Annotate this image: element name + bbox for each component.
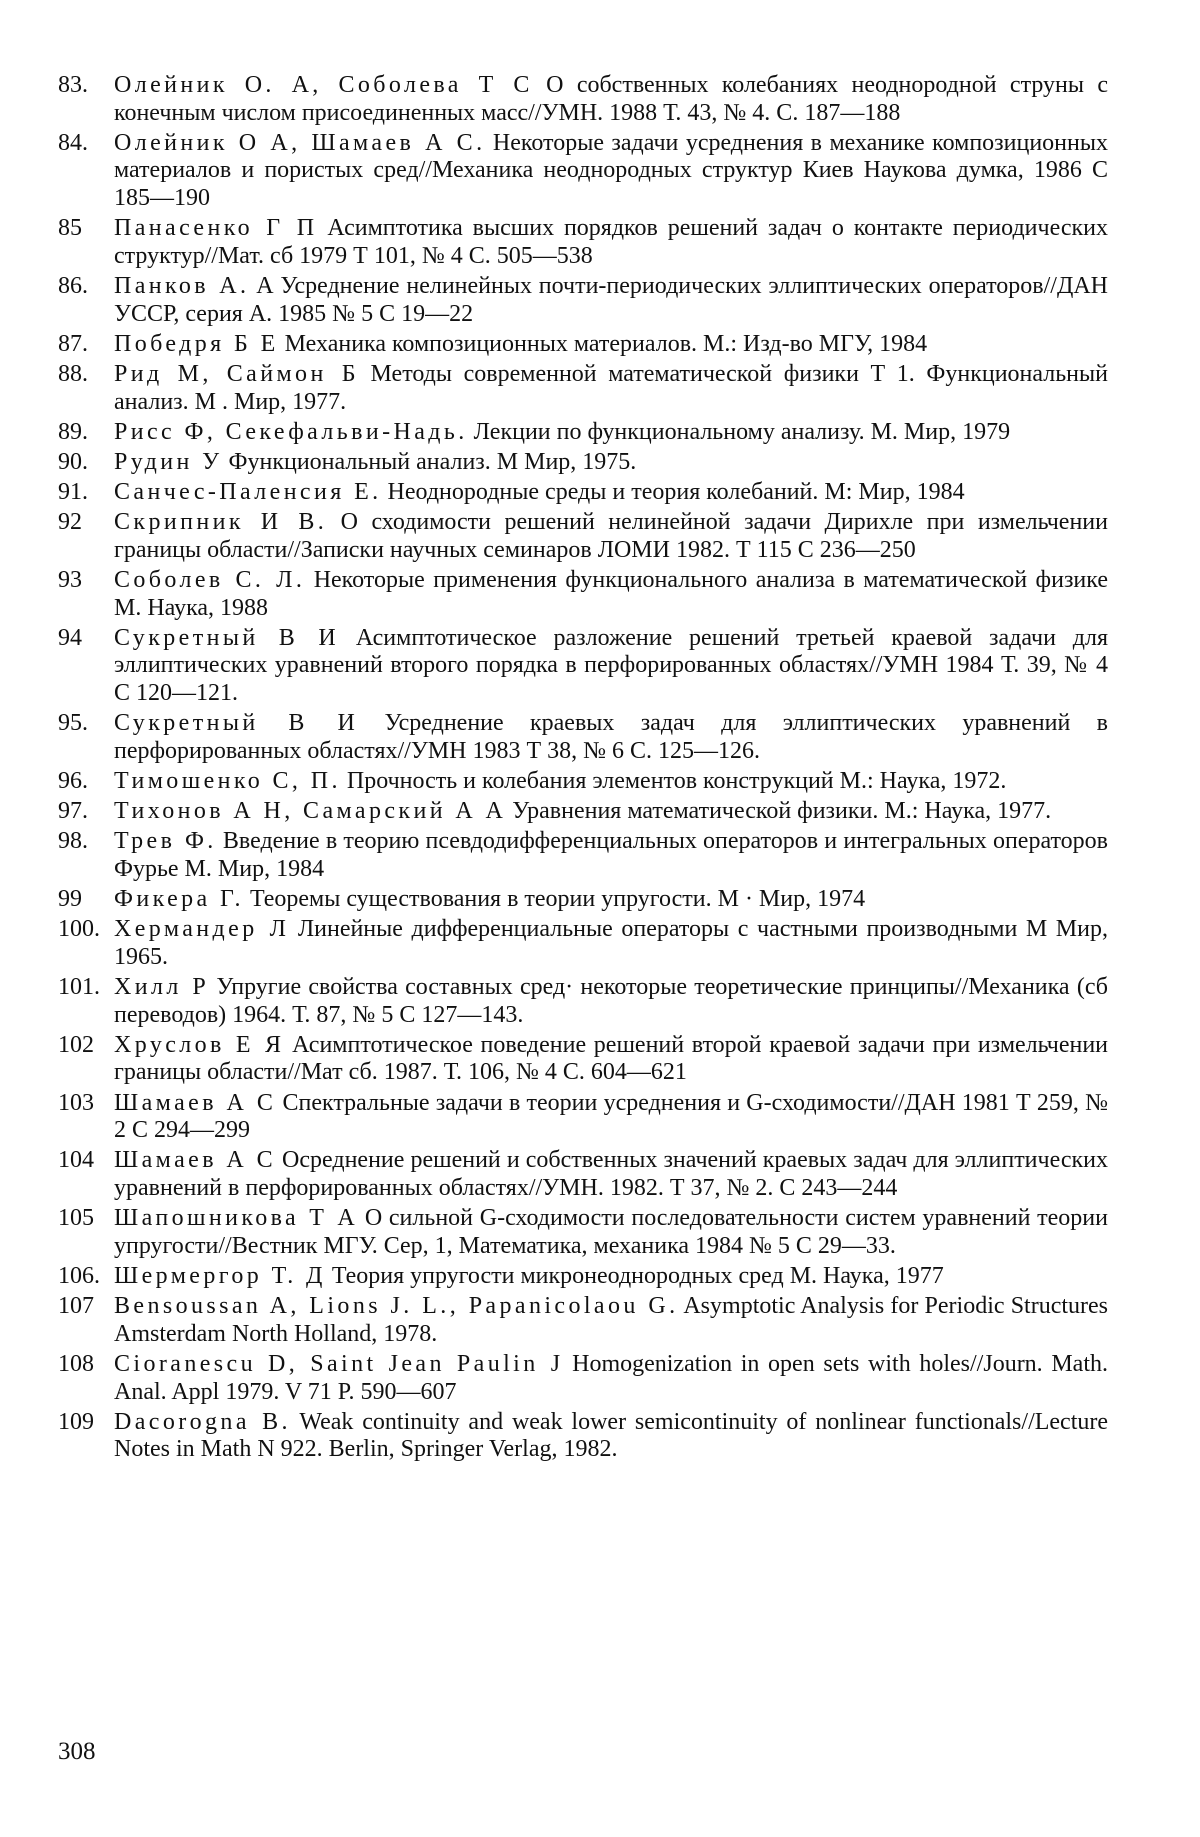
reference-text: Asymptotic Analysis for Periodic Structures Amsterdam North Holland, 1978. [114,1293,1109,1347]
reference-item [58,509,1108,564]
reference-text: А Усреднение нелинейных почти-периодических эллиптических операторов//ДАН УССР, серия А. 1985 № 5 С 19—22 [114,272,1108,327]
reference-body [114,72,1108,127]
reference-body [114,130,1108,213]
page-content [58,72,1108,1467]
reference-author: Олейник О. А, Соболева Т С [114,72,533,98]
reference-text: Weak continuity and weak lower semicontinuity of nonlinear functionals//Lecture Notes in Math N 922. Berlin, Springer Verlag, 1982. [114,1408,1109,1463]
reference-list [58,72,1108,1464]
reference-item [58,1263,1108,1291]
reference-author: Панков А. [114,272,250,299]
reference-item [58,479,1108,507]
reference-author: Олейник О А, Шамаев А С. [114,129,486,156]
reference-item [58,567,1108,622]
reference-body [114,479,1108,507]
reference-text: Некоторые задачи усреднения в механике композиционных материалов и пористых сред//Механика неоднородных структур Киев Наукова думка, 1986 С 185—190 [114,129,1108,211]
reference-item [58,768,1108,796]
reference-text: Асимптотическое разложение решений третьей краевой задачи для эллиптических уравнений второго порядка в перфорированных областях//УМН 1984 Т. 39, № 4 С 120—121. [114,624,1108,706]
reference-item [58,215,1108,270]
reference-item [58,1205,1108,1260]
reference-author: Скрипник И В. [114,509,328,536]
reference-body [114,215,1108,270]
reference-text: Асимптотическое поведение решений второй краевой задачи при измельчении границы области//Мат сб. 1987. Т. 106, № 4 С. 604—621 [114,1031,1108,1086]
reference-item [58,361,1108,416]
reference-item [58,1409,1108,1464]
reference-number: 93 [58,567,82,594]
reference-item [58,130,1108,213]
reference-author: Тихонов А Н, Самарский А А [114,798,507,825]
reference-number: 95. [58,710,88,737]
reference-number: 99 [58,886,82,913]
reference-body [114,1090,1108,1145]
reference-item [58,419,1108,447]
reference-author: Тимошенко С, П. [114,767,341,794]
reference-number: 83. [58,72,88,98]
reference-text: Осреднение решений и собственных значений краевых задач для эллиптических уравнений в перфорированных областях//УМН. 1982. Т 37, № 2. С 243—244 [114,1147,1108,1202]
reference-item [58,1351,1108,1406]
reference-number: 102 [58,1031,94,1058]
reference-text: Введение в теорию псевдодифференциальных операторов и интегральных операторов Фурье М. Мир, 1984 [114,828,1108,882]
reference-author: Хилл Р [114,974,210,1001]
reference-number: 106. [58,1263,100,1289]
reference-number: 98. [58,828,88,855]
reference-text: Асимптотика высших порядков решений задач о контакте периодических структур//Мат. сб 1979 Т 101, № 4 С. 505—538 [114,215,1108,269]
reference-body [114,273,1108,328]
reference-body [114,1293,1108,1348]
reference-item [58,974,1108,1029]
reference-author: Панасенко Г П [114,215,318,242]
reference-item [58,886,1108,914]
reference-author: Фикера Г. [114,886,244,913]
reference-number: 104 [58,1147,94,1174]
reference-body [114,886,1108,914]
reference-text: Уравнения математической физики. М.: Наука, 1977. [506,798,1052,825]
reference-body [114,1147,1108,1202]
reference-text: Неоднородные среды и теория колебаний. М: Мир, 1984 [381,479,965,506]
reference-item [58,1293,1108,1348]
reference-number: 87. [58,330,88,357]
reference-body [114,1351,1108,1406]
reference-body [114,419,1108,447]
reference-author: Рисс Ф, Секефальви-Надь. [114,418,468,445]
reference-item [58,449,1108,477]
reference-number: 86. [58,272,88,299]
reference-number: 94 [58,624,82,651]
reference-number: 97. [58,798,88,825]
reference-number: 107 [58,1293,94,1320]
reference-text: Теоремы существования в теории упругости. М · Мир, 1974 [243,886,866,913]
reference-body [114,1032,1108,1087]
reference-text: Некоторые применения функционального анализа в математической физике М. Наука, 1988 [114,567,1108,621]
reference-item [58,1147,1108,1202]
page-number: 308 [58,1738,96,1765]
reference-body [114,509,1108,564]
reference-item [58,1032,1108,1087]
reference-text: Спектральные задачи в теории усреднения и G-сходимости//ДАН 1981 Т 259, № 2 С 294—299 [114,1089,1108,1144]
reference-author: Сукретный В И [114,710,359,737]
reference-body [114,625,1108,708]
reference-number: 109 [58,1408,94,1435]
reference-item [58,625,1108,708]
reference-body [114,1263,1108,1291]
reference-text: Механика композиционных материалов. М.: Изд-во МГУ, 1984 [278,330,928,357]
reference-number: 88. [58,360,88,387]
reference-text: Прочность и колебания элементов конструкций М.: Наука, 1972. [340,767,1007,794]
reference-body [114,1205,1108,1260]
reference-body [114,331,1108,359]
reference-author: Соболев С. Л. [114,567,306,594]
reference-body [114,798,1108,826]
reference-text: Усреднение краевых задач для эллиптических уравнений в перфорированных областях//УМН 1983 Т 38, № 6 С. 125—126. [114,710,1108,764]
reference-text: О собственных колебаниях неоднородной струны с конечным числом присоединенных масс//УМН. 1988 Т. 43, № 4. С. 187—188 [114,72,1108,126]
reference-number: 85 [58,215,82,242]
reference-body [114,916,1108,971]
reference-author: Шермергор Т. Д [114,1263,326,1289]
reference-item [58,916,1108,971]
reference-author: Dacorogna B. [114,1408,291,1435]
reference-body [114,768,1108,796]
reference-body [114,828,1108,883]
reference-author: Хермандер Л [114,916,290,943]
reference-author: Сукретный В И [114,624,340,651]
reference-text: Лекции по функциональному анализу. М. Мир, 1979 [467,418,1011,445]
reference-text: Теория упругости микронеоднородных сред М. Наука, 1977 [325,1263,944,1289]
reference-body [114,567,1108,622]
reference-item [58,1090,1108,1145]
reference-author: Трев Ф. [114,828,217,855]
reference-author: Рид М, Саймон Б [114,360,359,387]
reference-text: О сходимости решений нелинейной задачи Дирихле при измельчении границы области//Записки научных семинаров ЛОМИ 1982. Т 115 С 236—250 [114,509,1108,563]
reference-item [58,273,1108,328]
reference-text: Функциональный анализ. М Мир, 1975. [222,448,637,475]
reference-text: Методы современной математической физики Т 1. Функциональный анализ. М . Мир, 1977. [114,360,1108,415]
reference-number: 90. [58,448,88,475]
reference-text: О сильной G-сходимости последовательности систем уравнений теории упругости//Вестник МГУ. Сер, 1, Математика, механика 1984 № 5 С 29—33. [114,1205,1108,1259]
reference-body [114,710,1108,765]
reference-author: Bensoussan A, Lions J. L., Papanicolaou G. [114,1293,679,1320]
reference-author: Победря Б Е [114,330,279,357]
reference-number: 89. [58,418,88,445]
reference-number: 101. [58,974,100,1001]
reference-text: Упругие свойства составных сред· некоторые теоретические принципы//Механика (сб переводов) 1964. Т. 87, № 5 С 127—143. [114,974,1108,1028]
reference-text: Линейные дифференциальные операторы с частными производными М Мир, 1965. [114,916,1108,970]
reference-body [114,974,1108,1029]
reference-item [58,710,1108,765]
reference-author: Рудин У [114,448,223,475]
reference-body [114,361,1108,416]
reference-number: 84. [58,129,88,156]
reference-author: Шапошникова Т А [114,1205,359,1232]
reference-number: 96. [58,767,88,794]
reference-item [58,331,1108,359]
reference-item [58,828,1108,883]
reference-number: 100. [58,916,100,943]
reference-number: 108 [58,1350,94,1377]
reference-number: 91. [58,479,88,506]
reference-item [58,72,1108,127]
reference-author: Cioranescu D, Saint Jean Paulin J [114,1350,564,1377]
reference-item [58,798,1108,826]
reference-body [114,1409,1108,1464]
reference-author: Хруслов Е Я [114,1031,285,1058]
reference-author: Санчес-Паленсия Е. [114,479,382,506]
reference-author: Шамаев А С [114,1089,277,1116]
reference-text: Homogenization in open sets with holes//Journ. Math. Anal. Appl 1979. V 71 P. 590—607 [114,1350,1109,1405]
reference-number: 92 [58,509,82,536]
reference-number: 105 [58,1205,94,1232]
reference-body [114,449,1108,477]
reference-author: Шамаев А С [114,1147,276,1174]
reference-number: 103 [58,1089,94,1116]
